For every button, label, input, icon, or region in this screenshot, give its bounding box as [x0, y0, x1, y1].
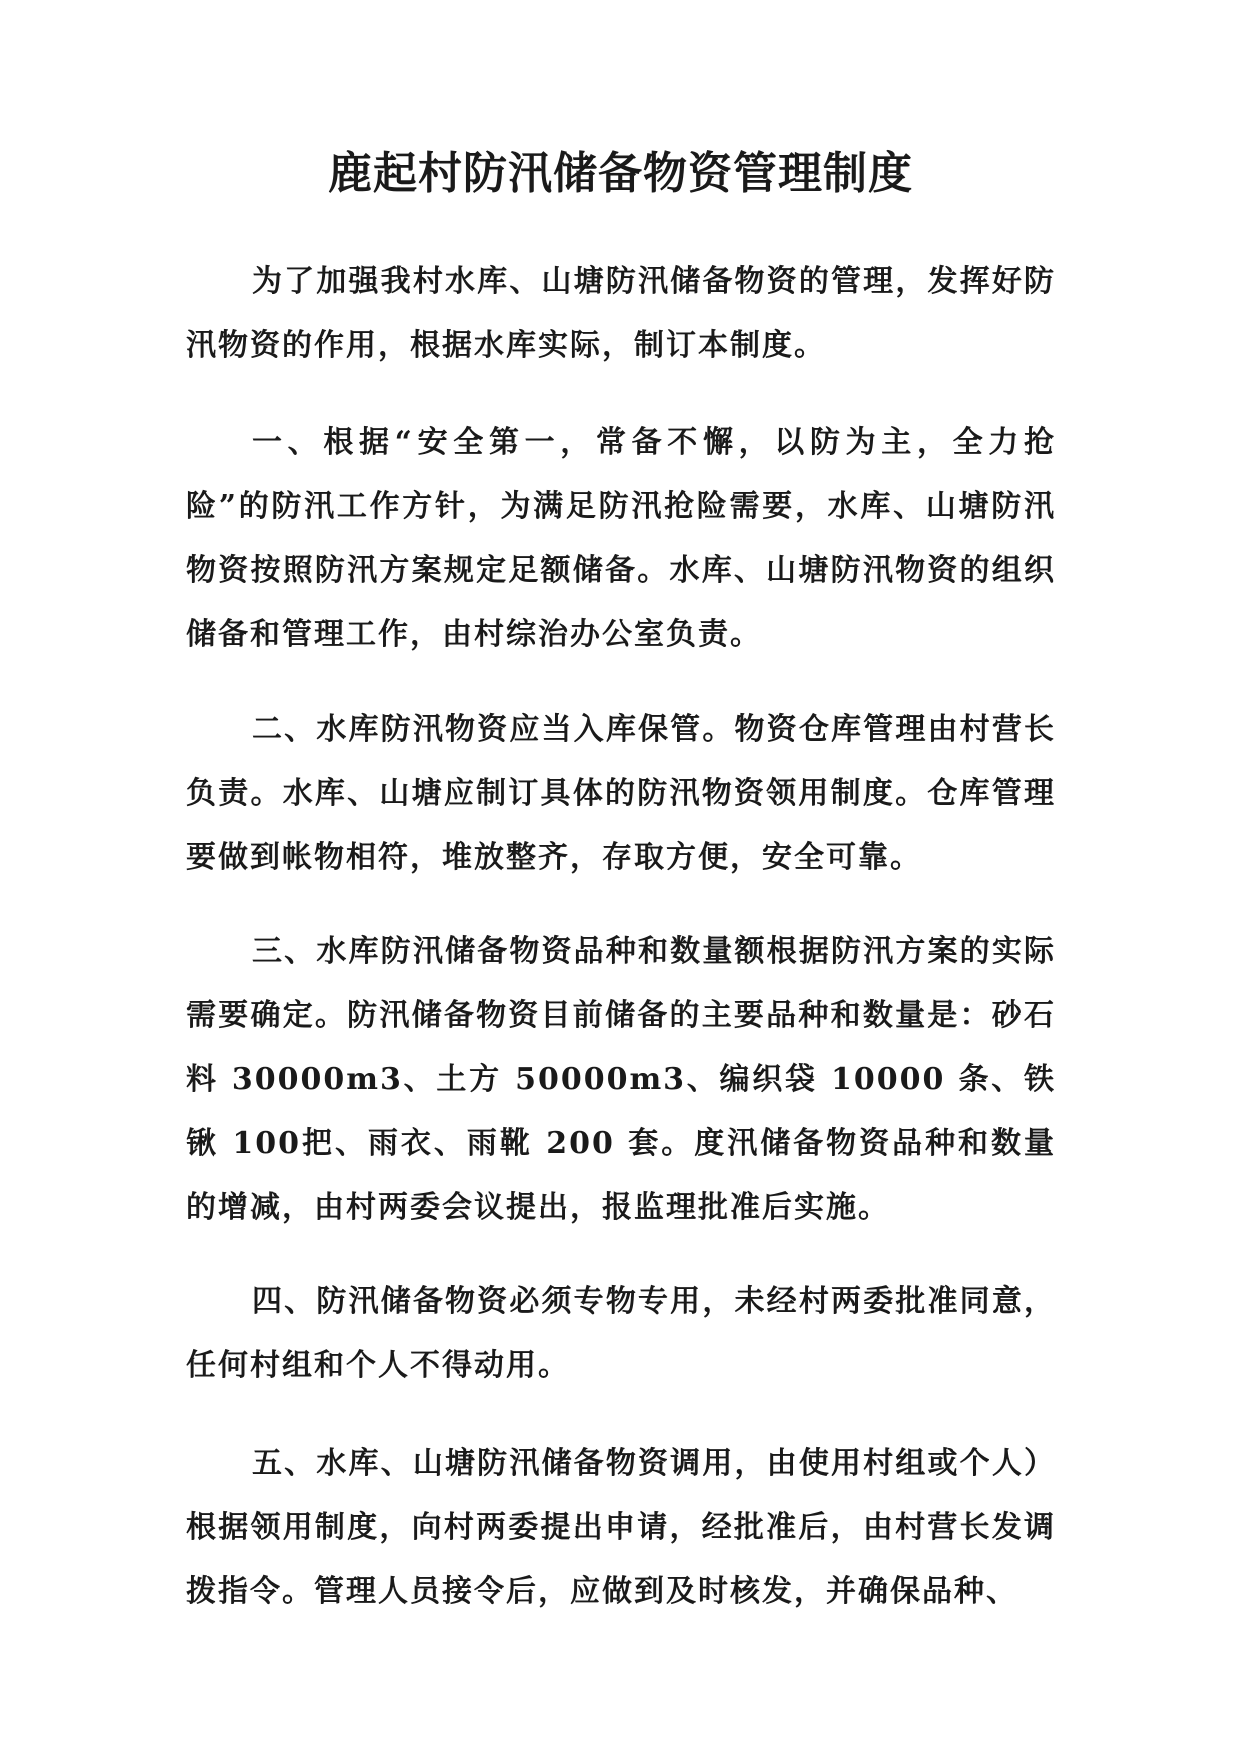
- document-title: 鹿起村防汛储备物资管理制度: [328, 148, 913, 199]
- paragraph-article-5: 五、水库、山塘防汛储备物资调用，由使用村组或个人）根据领用制度，向村两委提出申请，经批准后，由村营长发调拨指令。管理人员接令后，应做到及时核发，并确保品种、: [186, 1446, 1056, 1609]
- paragraph-intro: 为了加强我村水库、山塘防汛储备物资的管理，发挥好防汛物资的作用，根据水库实际，制订本制度。: [186, 264, 1056, 363]
- paragraph-article-1: 一、根据“安全第一，常备不懈，以防为主，全力抢险”的防汛工作方针，为满足防汛抢险需要，水库、山塘防汛物资按照防汛方案规定足额储备。水库、山塘防汛物资的组织储备和管理工作，由村综治办公室负责。: [186, 425, 1056, 652]
- paragraph-article-2: 二、水库防汛物资应当入库保管。物资仓库管理由村营长负责。水库、山塘应制订具体的防汛物资领用制度。仓库管理要做到帐物相符，堆放整齐，存取方便，安全可靠。: [186, 712, 1056, 875]
- paragraph-article-3: 三、水库防汛储备物资品种和数量额根据防汛方案的实际需要确定。防汛储备物资目前储备的主要品种和数量是：砂石料 30000m3、土方 50000m3、编织袋 10000 条、铁锹 100把、雨衣、雨靴 200 套。度汛储备物资品种和数量的增减，由村两委会议提出，报监理批准后实施。: [186, 934, 1056, 1225]
- paragraph-article-4: 四、防汛储备物资必须专物专用，未经村两委批准同意，任何村组和个人不得动用。: [186, 1284, 1056, 1383]
